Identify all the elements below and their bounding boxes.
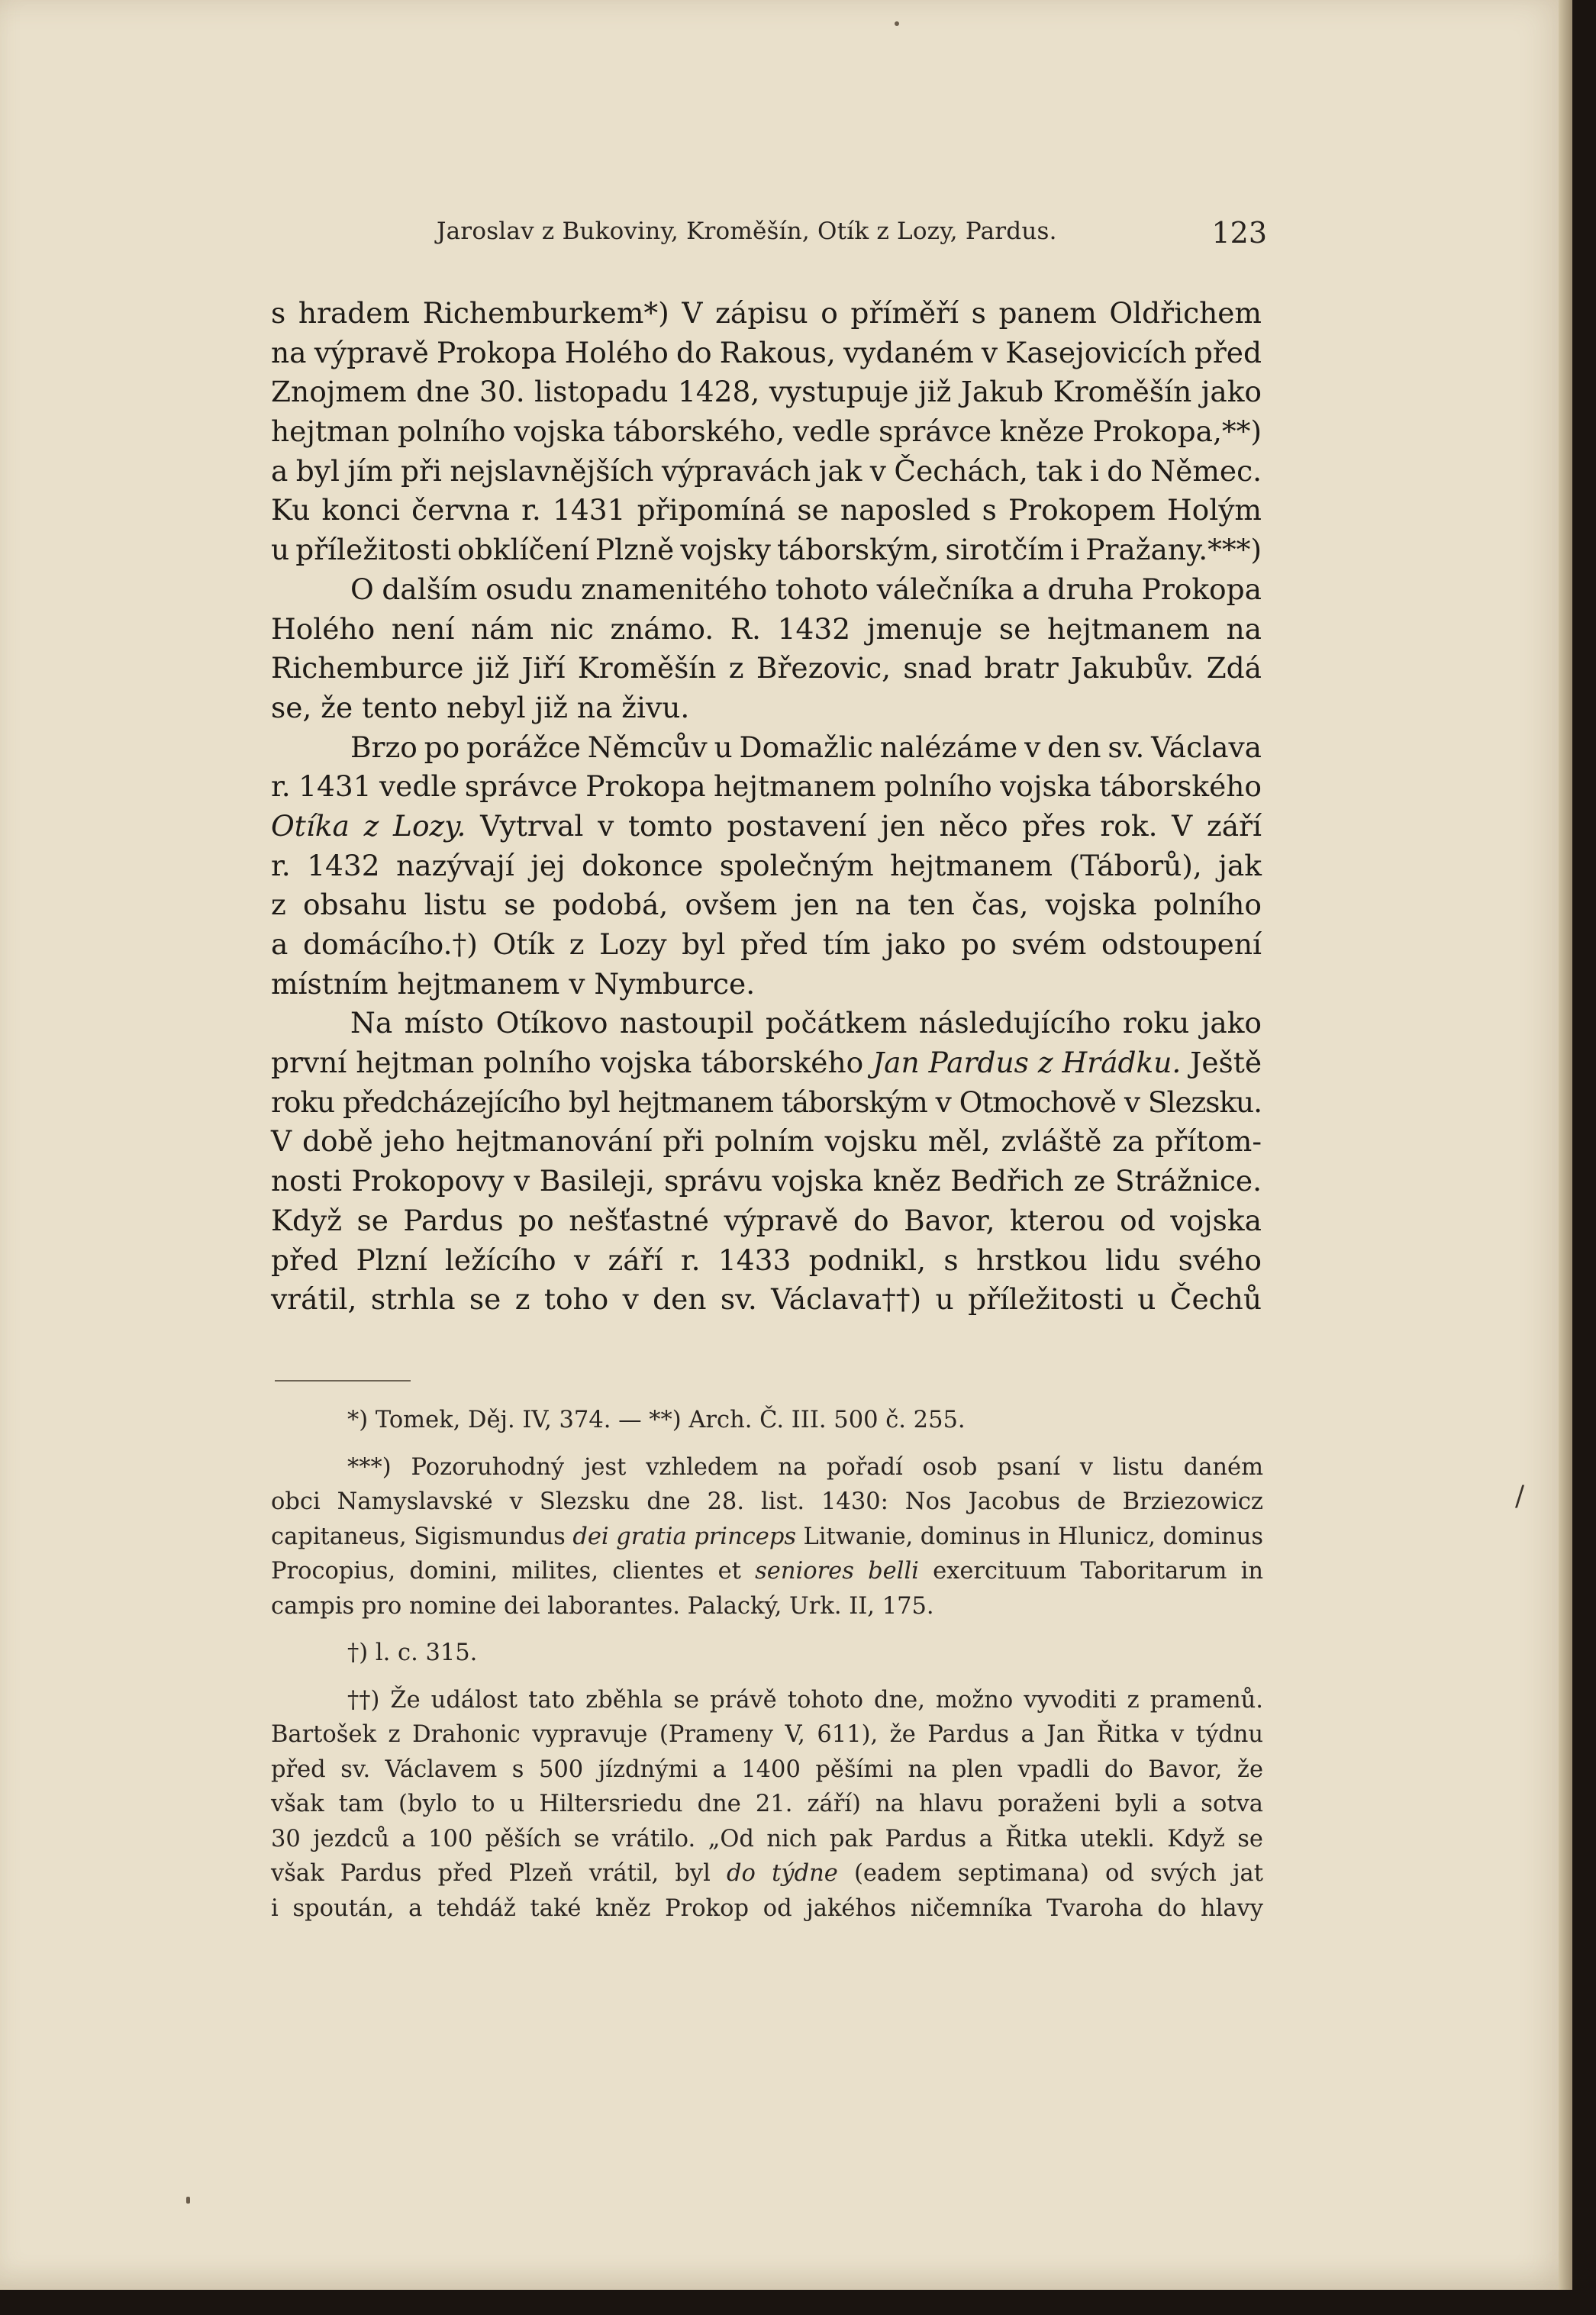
text-fragment: exercituum Taboritarum in bbox=[933, 1558, 1263, 1585]
text-line: Znojmem dne 30. listopadu 1428, vystupuje již Jakub Kroměšín jako bbox=[271, 375, 1262, 409]
footnote-line: campis pro nomine dei laborantes. Palacký, Urk. II, 175. bbox=[271, 1592, 934, 1620]
text-line: hejtman polního vojska táborského, vedle správce kněze Prokopa,**) bbox=[271, 414, 1262, 449]
italic-name-otik: Otíka z Lozy. bbox=[271, 808, 466, 843]
footnote-separator bbox=[275, 1380, 411, 1382]
footnote-3: †) l. c. 315. bbox=[347, 1640, 478, 1666]
footnote-line bbox=[271, 1856, 1263, 1891]
footnote-1: *) Tomek, Děj. IV, 374. — **) Arch. Č. III. 500 č. 255. bbox=[347, 1407, 966, 1433]
paper-speck bbox=[186, 2197, 190, 2204]
footnote-line: však tam (bylo to u Hiltersriedu dne 21. září) na hlavu poraženi byli a sotva bbox=[271, 1791, 1263, 1817]
text-fragment: však Pardus před Plzeň vrátil, byl bbox=[271, 1860, 711, 1887]
footnote-line: obci Namyslavské v Slezsku dne 28. list. 1430: Nos Jacobus de Brziezowicz bbox=[271, 1488, 1263, 1515]
text-line bbox=[271, 807, 1262, 846]
text-line: V době jeho hejtmanování při polním vojsku měl, zvláště za přítom- bbox=[271, 1124, 1262, 1159]
italic-phrase: dei gratia princeps bbox=[572, 1523, 797, 1550]
text-line: s hradem Richemburkem*) V zápisu o příměří s panem Oldřichem bbox=[271, 296, 1262, 330]
text-line: roku předcházejícího byl hejtmanem táborským v Otmochově v Slezsku. bbox=[271, 1085, 1262, 1119]
footnote-line: ***) Pozoruhodný jest vzhledem na pořadí osob psaní v listu daném bbox=[347, 1453, 1263, 1481]
text-fragment: Ještě bbox=[1190, 1046, 1262, 1080]
text-fragment: Litwanie, dominus in Hlunicz, dominus bbox=[803, 1523, 1263, 1550]
footnotes bbox=[271, 1403, 1263, 1926]
text-line: na výpravě Prokopa Holého do Rakous, vydaném v Kasejovicích před bbox=[271, 335, 1262, 369]
footnote-line: 30 jezdců a 100 pěších se vrátilo. „Od nich pak Pardus a Řitka utekli. Když se bbox=[271, 1825, 1263, 1852]
text-line: Ku konci června r. 1431 připomíná se naposled s Prokopem Holým bbox=[271, 493, 1262, 527]
text-line: r. 1431 vedle správce Prokopa hejtmanem polního vojska táborského bbox=[271, 769, 1262, 804]
footnote-line: i spoután, a tehdáž také kněz Prokop od jakéhos ničemníka Tvaroha do hlavy bbox=[271, 1894, 1263, 1922]
footnote-line: před sv. Václavem s 500 jízdnými a 1400 pěšími na plen vpadli do Bavor, že bbox=[271, 1756, 1263, 1783]
text-line: a domácího.†) Otík z Lozy byl před tím jako po svém odstoupení bbox=[271, 927, 1262, 961]
running-head: Jaroslav z Bukoviny, Kroměšín, Otík z Lozy, Pardus. bbox=[437, 218, 1057, 245]
text-fragment: Procopius, domini, milites, clientes et bbox=[271, 1558, 741, 1585]
footnote-line: ††) Že událost tato zběhla se právě tohoto dne, možno vyvoditi z pramenů. bbox=[347, 1686, 1263, 1714]
text-line: Na místo Otíkovo nastoupil počátkem následujícího roku jako bbox=[350, 1006, 1262, 1040]
text-fragment: první hejtman polního vojska táborského bbox=[271, 1046, 864, 1080]
italic-phrase: do týdne bbox=[727, 1860, 838, 1887]
italic-name-pardus: Jan Pardus z Hrádku. bbox=[872, 1046, 1182, 1080]
text-line: se, že tento nebyl již na živu. bbox=[271, 690, 690, 724]
text-line: z obsahu listu se podobá, ovšem jen na ten čas, vojska polního bbox=[271, 888, 1262, 922]
text-line: nosti Prokopovy v Basileji, správu vojska kněz Bedřich ze Strážnice. bbox=[271, 1164, 1262, 1198]
text-line: O dalším osudu znamenitého tohoto válečníka a druha Prokopa bbox=[350, 572, 1262, 606]
text-line: a byl jím při nejslavnějších výpravách jak v Čechách, tak i do Němec. bbox=[271, 453, 1262, 488]
footnote-line bbox=[271, 1554, 1263, 1589]
paper-speck bbox=[895, 21, 899, 26]
italic-phrase: seniores belli bbox=[755, 1558, 919, 1585]
text-fragment: (eadem septimana) od svých jat bbox=[853, 1860, 1263, 1887]
text-line: Richemburce již Jiří Kroměšín z Březovic, snad bratr Jakubův. Zdá bbox=[271, 651, 1262, 685]
text-line: u příležitosti obklíčení Plzně vojsky táborským, sirotčím i Pražany.***) bbox=[271, 533, 1262, 567]
footnote-line: Bartošek z Drahonic vypravuje (Prameny V, 611), že Pardus a Jan Řitka v týdnu bbox=[271, 1721, 1263, 1748]
page-edge bbox=[1559, 0, 1572, 2290]
text-fragment: Vytrval v tomto postavení jen něco přes rok. V září bbox=[480, 808, 1262, 843]
text-line: Holého není nám nic známo. R. 1432 jmenuje se hejtmanem na bbox=[271, 611, 1262, 646]
text-line: Když se Pardus po nešťastné výpravě do Bavor, kterou od vojska bbox=[271, 1203, 1262, 1237]
text-line: před Plzní ležícího v září r. 1433 podnikl, s hrstkou lidu svého bbox=[271, 1243, 1262, 1277]
main-text bbox=[271, 294, 1262, 1320]
text-line bbox=[271, 1043, 1262, 1083]
footnote-line bbox=[271, 1520, 1263, 1555]
margin-pencil-mark: / bbox=[1515, 1481, 1525, 1512]
text-fragment: capitaneus, Sigismundus bbox=[271, 1523, 566, 1550]
text-line: místním hejtmanem v Nymburce. bbox=[271, 966, 756, 1001]
page-number: 123 bbox=[1211, 216, 1267, 250]
text-line: Brzo po porážce Němcův u Domažlic nalézáme v den sv. Václava bbox=[350, 730, 1262, 764]
text-line: r. 1432 nazývají jej dokonce společným hejtmanem (Táborů), jak bbox=[271, 848, 1262, 882]
page-header bbox=[275, 218, 1267, 256]
text-line: vrátil, strhla se z toho v den sv. Václava††) u příležitosti u Čechů bbox=[271, 1282, 1262, 1317]
